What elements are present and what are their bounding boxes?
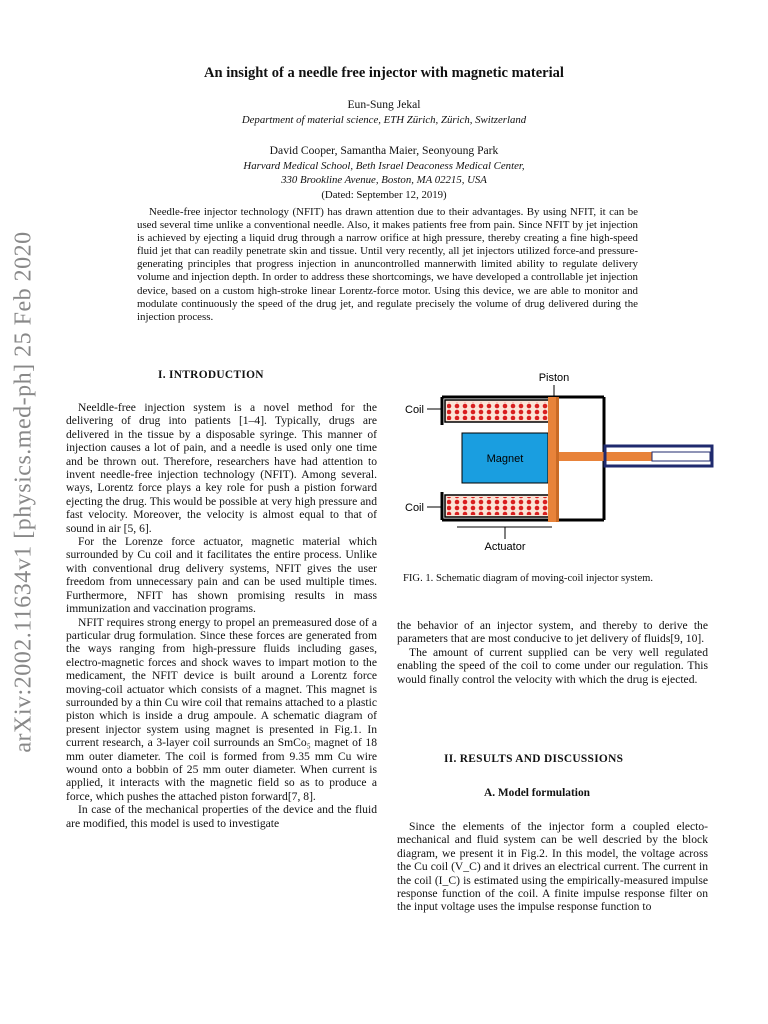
affiliation-1: Department of material science, ETH Zürich, Zürich, Switzerland (241, 113, 527, 126)
dated: (Dated: September 12, 2019) (321, 188, 447, 201)
affiliation-2-line-1: Harvard Medical School, Beth Israel Deaconess Medical Center, (243, 159, 525, 172)
right-column-bottom (397, 820, 708, 914)
author-names-1: Eun-Sung Jekal (347, 98, 421, 111)
paper-title: An insight of a needle free injector with magnetic material (204, 65, 564, 81)
arxiv-stamp (4, 232, 44, 752)
intro-paragraph-2: For the Lorenze force actuator, magnetic material which surrounded by Cu coil and it facilitates the entire process. Unlike with conventional drug delivery systems, NFIT gives the user freedom from unnecessary pain and can be used multiple times. Furthermore, NFIT has shown promising results in mass immunization and vaccination programs. (66, 535, 377, 616)
magnet-label: Magnet (486, 453, 524, 465)
coil-bottom (445, 495, 555, 517)
right-column-top (397, 619, 708, 686)
actuator-label: Actuator (484, 541, 526, 553)
intro-paragraph-3: NFIT requires strong energy to propel an premeasured dose of a particular drug formulation. Since these forces are generated from the ways ranging from high-pressure fluids including gases, electro-magnetic forces and shock waves to impart motion to the medicament, the NFIT device is built around a Lorentz force moving-coil actuator which consists of a magnet. This magnet is surrounded by a thin Cu wire coil that remains attached to a plastic piston which is inside a drug ampoule. A schematic diagram of present injector system using magnet is presented in Fig.1. In current research, a 3-layer coil surrounds an SmCo₅ magnet of 18 mm outer diameter. The coil is formed from 9.35 mm Cu wire wound onto a bobbin of 25 mm outer diameter. When current is applied, it interacts with the magnetic field so as to produce a force, which pushes the attached piston forward[7, 8]. (66, 615, 377, 803)
author-block-1 (0, 98, 768, 127)
abstract (137, 206, 638, 324)
section-heading-introduction: I. INTRODUCTION (158, 369, 264, 381)
figure-1-caption: FIG. 1. Schematic diagram of moving-coil injector system. (403, 573, 654, 584)
arxiv-stamp-text: arXiv:2002.11634v1 [physics.med-ph] 25 Feb 2020 (10, 231, 37, 753)
intro-paragraph-4: In case of the mechanical properties of the device and the fluid are modified, this model is used to investigate (66, 803, 377, 830)
author-names-2: David Cooper, Samantha Maier, Seonyoung Park (269, 144, 499, 157)
subsection-heading-model: A. Model formulation (484, 787, 590, 799)
author-block-2 (0, 144, 768, 202)
intro-paragraph-1: Neeldle-free injection system is a novel method for the delivering of drug into patients [1–4]. Typically, drugs are delivered in the tissue by a disposable syringe. This manner of injection causes a lot of pain, and a needle is used only one time and be thrown out. Therefore, researchers have had attention to invent needle-free injection technology (NFIT). Among several. ways, Lorentz force plays a key role for push a pistion forward ejecting the drug. This would be possible at very high pressure and fast velocity. Moreover, the velocity is almost equal to that of sound in air [5, 6]. (66, 401, 377, 535)
abstract-text: Needle-free injector technology (NFIT) has drawn attention due to their advantages. By using NFIT, it can be used several time unlike a conventional needle. Also, it makes patients free from pain. Since NFIT by jet injection is achieved by ejecting a liquid drug through a narrow orifice at high pressure, thereby creating a fine high-speed fluid jet that can readily penetrate skin and tissue. Until very recently, all jet injectors utilized force-and pressure-generating principles that progress injection in anuncontrolled mannerwith limited ability to regulate delivery volume and injection depth. In order to address these shortcomings, we have developed a controllable jet injection device, based on a custom high-stroke linear Lorentz-force motor. Using this device, we are able to monitor and modulate continuously the speed of the drug jet, and regulate precisely the volume of drug delivered during the injection process. (137, 206, 638, 323)
coil-top-label: Coil (405, 404, 424, 416)
figure-1 (397, 367, 727, 562)
coil-top (445, 400, 555, 422)
coil-bottom-label: Coil (405, 502, 424, 514)
affiliation-2-line-2: 330 Brookline Avenue, Boston, MA 02215, USA (281, 174, 487, 186)
right-paragraph-1: the behavior of an injector system, and thereby to derive the parameters that are most conducive to jet delivery of fluids[9, 10]. (397, 619, 708, 646)
left-column (66, 401, 377, 830)
right-paragraph-2: The amount of current supplied can be very well regulated enabling the speed of the coil to come under our regulation. This would finally control the velocity with which the drug is ejected. (397, 645, 708, 686)
section-heading-results: II. RESULTS AND DISCUSSIONS (444, 753, 624, 765)
piston-label: Piston (538, 372, 570, 384)
piston (548, 397, 652, 522)
model-paragraph: Since the elements of the injector form a coupled electo-mechanical and fluid system can be well descried by the block diagram, we present it in Fig.2. In this model, the voltage across the Cu coil (V_C) and it drives an electrical current. The current in the coil (I_C) is estimated using the empirically-measured impulse response function of the coil. A finite impulse response filter on the input voltage uses the impulse response function to (397, 820, 708, 914)
injector-schematic (397, 367, 727, 562)
